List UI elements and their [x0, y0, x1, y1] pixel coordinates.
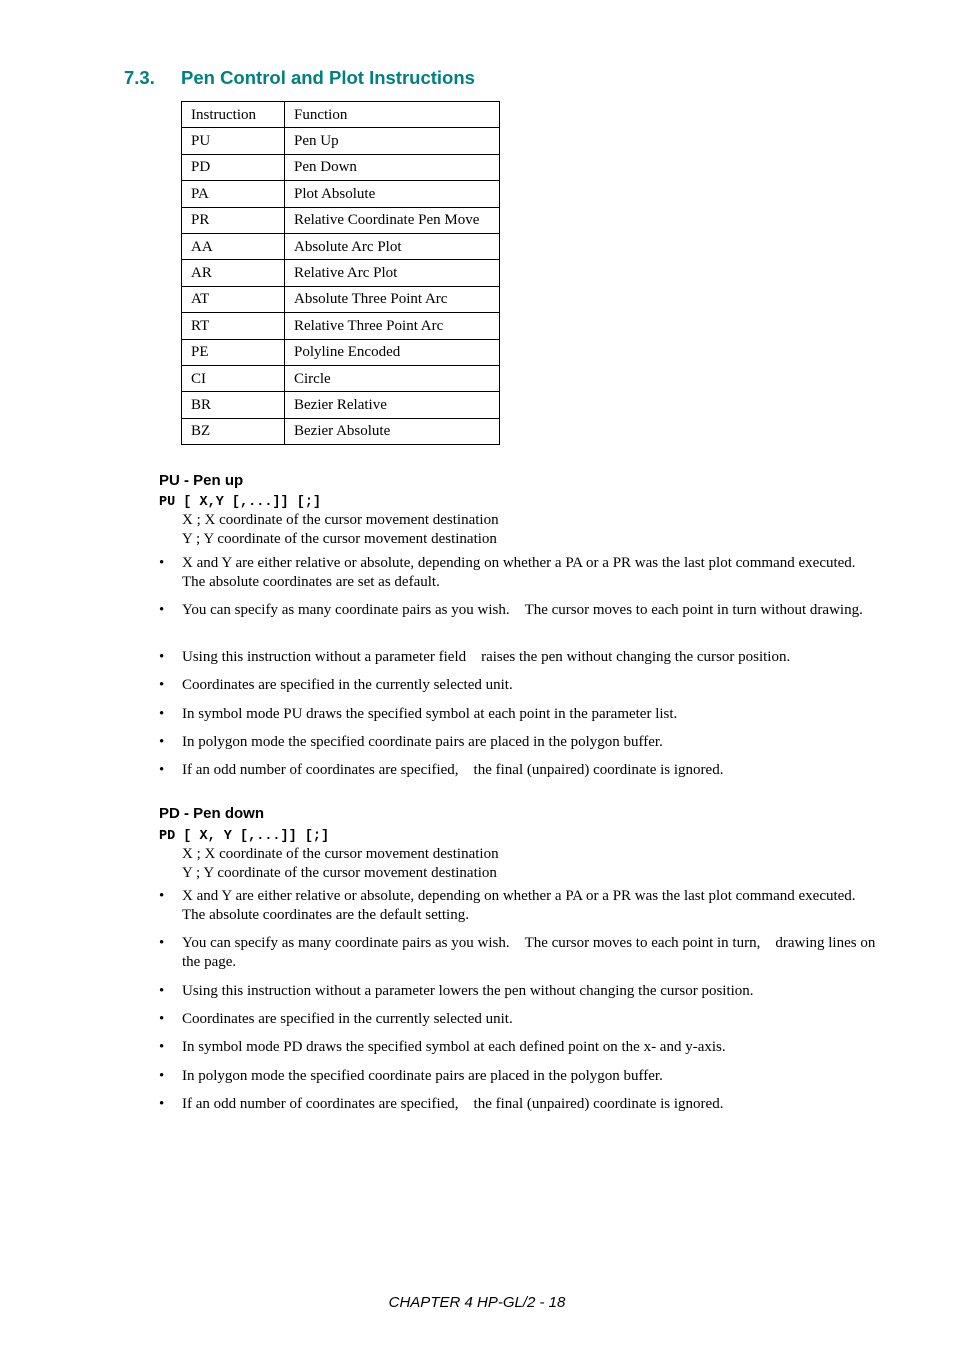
- pu-bullet-text: Using this instruction without a parameter field raises the pen without changing the cursor position.: [182, 649, 791, 665]
- table-row: [182, 418, 500, 444]
- pd-bullet-text: If an odd number of coordinates are specified, the final (unpaired) coordinate is ignored.: [182, 1096, 724, 1112]
- table-cell-function: Absolute Arc Plot: [285, 233, 500, 259]
- pu-bullet: [159, 705, 879, 724]
- bullet-dot: •: [159, 1039, 165, 1055]
- pd-bullet-text: In symbol mode PD draws the specified symbol at each defined point on the x- and y-axis.: [182, 1039, 726, 1055]
- pd-bullet: [159, 934, 879, 972]
- table-cell-instruction: PR: [182, 207, 285, 233]
- pu-bullet-text: Coordinates are specified in the currently selected unit.: [182, 677, 513, 693]
- table-cell-instruction: PA: [182, 181, 285, 207]
- section-title: [124, 67, 475, 89]
- pd-bullet-text: X and Y are either relative or absolute, depending on whether a PA or a PR was the last plot command executed. The absolute coordinates are the default setting.: [182, 888, 871, 923]
- table-header-function: Function: [285, 102, 500, 128]
- bullet-dot: •: [159, 762, 165, 778]
- section-number: 7.3.: [124, 67, 155, 88]
- table-cell-instruction: PE: [182, 339, 285, 365]
- bullet-dot: •: [159, 1011, 165, 1027]
- bullet-dot: •: [159, 649, 165, 665]
- pd-bullet: [159, 1067, 879, 1086]
- table-cell-function: Relative Three Point Arc: [285, 313, 500, 339]
- bullet-dot: •: [159, 706, 165, 722]
- pd-bullet: [159, 1038, 879, 1057]
- table-cell-function: Pen Down: [285, 154, 500, 180]
- bullet-dot: •: [159, 983, 165, 999]
- pu-bullet-text: In polygon mode the specified coordinate pairs are placed in the polygon buffer.: [182, 734, 663, 750]
- table-cell-function: Plot Absolute: [285, 181, 500, 207]
- table-row: [182, 365, 500, 391]
- pu-bullet: [159, 648, 879, 667]
- pd-bullet: [159, 982, 879, 1001]
- pu-syntax: PU [ X,Y [,...]] [;]: [159, 495, 322, 510]
- table-row: [182, 286, 500, 312]
- table-cell-instruction: BZ: [182, 418, 285, 444]
- pu-bullet: [159, 601, 879, 620]
- table-cell-instruction: AR: [182, 260, 285, 286]
- table-cell-function: Relative Coordinate Pen Move: [285, 207, 500, 233]
- bullet-dot: •: [159, 555, 165, 571]
- pd-bullet-text: Coordinates are specified in the currently selected unit.: [182, 1011, 513, 1027]
- table-row: [182, 392, 500, 418]
- bullet-dot: •: [159, 935, 165, 951]
- pu-bullet-text: If an odd number of coordinates are specified, the final (unpaired) coordinate is ignored.: [182, 762, 724, 778]
- pu-bullet: [159, 761, 879, 780]
- table-row: [182, 313, 500, 339]
- pu-bullet: [159, 554, 879, 592]
- table-row: [182, 128, 500, 154]
- table-cell-instruction: AT: [182, 286, 285, 312]
- table-row: [182, 339, 500, 365]
- pd-heading: PD - Pen down: [159, 805, 264, 822]
- table-cell-function: Absolute Three Point Arc: [285, 286, 500, 312]
- bullet-dot: •: [159, 888, 165, 904]
- bullet-dot: •: [159, 734, 165, 750]
- bullet-dot: •: [159, 602, 165, 618]
- table-cell-instruction: CI: [182, 365, 285, 391]
- pd-bullet-text: You can specify as many coordinate pairs as you wish. The cursor moves to each point in turn, drawing lines on the page.: [182, 935, 876, 970]
- pu-param-y: Y ; Y coordinate of the cursor movement destination: [182, 531, 497, 547]
- table-cell-instruction: PD: [182, 154, 285, 180]
- table-cell-function: Pen Up: [285, 128, 500, 154]
- bullet-dot: •: [159, 1096, 165, 1112]
- table-cell-instruction: AA: [182, 233, 285, 259]
- table-row: [182, 154, 500, 180]
- page-footer: CHAPTER 4 HP-GL/2 - 18: [388, 1294, 566, 1311]
- table-row: [182, 233, 500, 259]
- table-header-instruction: Instruction: [182, 102, 285, 128]
- pu-bullet-text: You can specify as many coordinate pairs as you wish. The cursor moves to each point in turn without drawing.: [182, 602, 863, 618]
- table-cell-instruction: RT: [182, 313, 285, 339]
- bullet-dot: •: [159, 1068, 165, 1084]
- pu-bullet-text: X and Y are either relative or absolute, depending on whether a PA or a PR was the last plot command executed. The absolute coordinates are set as default.: [182, 555, 871, 590]
- bullet-dot: •: [159, 677, 165, 693]
- pd-param-x: X ; X coordinate of the cursor movement destination: [182, 846, 499, 862]
- table-cell-function: Bezier Relative: [285, 392, 500, 418]
- table-row: [182, 207, 500, 233]
- pu-bullet: [159, 733, 879, 752]
- table-cell-function: Bezier Absolute: [285, 418, 500, 444]
- pd-bullet-text: In polygon mode the specified coordinate pairs are placed in the polygon buffer.: [182, 1068, 663, 1084]
- pd-bullet-text: Using this instruction without a parameter lowers the pen without changing the cursor position.: [182, 983, 754, 999]
- table-cell-function: Relative Arc Plot: [285, 260, 500, 286]
- pu-heading: PU - Pen up: [159, 472, 244, 489]
- pd-bullet: [159, 1095, 879, 1114]
- pu-bullet: [159, 676, 879, 695]
- table-row: [182, 260, 500, 286]
- table-cell-function: Circle: [285, 365, 500, 391]
- pu-param-x: X ; X coordinate of the cursor movement destination: [182, 512, 499, 528]
- pd-bullet: [159, 1010, 879, 1029]
- table-cell-instruction: BR: [182, 392, 285, 418]
- table-cell-function: Polyline Encoded: [285, 339, 500, 365]
- table-header-row: [182, 102, 500, 128]
- table-cell-instruction: PU: [182, 128, 285, 154]
- pd-syntax: PD [ X, Y [,...]] [;]: [159, 829, 330, 844]
- section-heading: Pen Control and Plot Instructions: [181, 67, 475, 88]
- pd-bullet: [159, 887, 879, 925]
- pu-bullet-text: In symbol mode PU draws the specified symbol at each point in the parameter list.: [182, 706, 678, 722]
- instruction-table: [181, 101, 500, 445]
- table-row: [182, 181, 500, 207]
- pd-param-y: Y ; Y coordinate of the cursor movement destination: [182, 865, 497, 881]
